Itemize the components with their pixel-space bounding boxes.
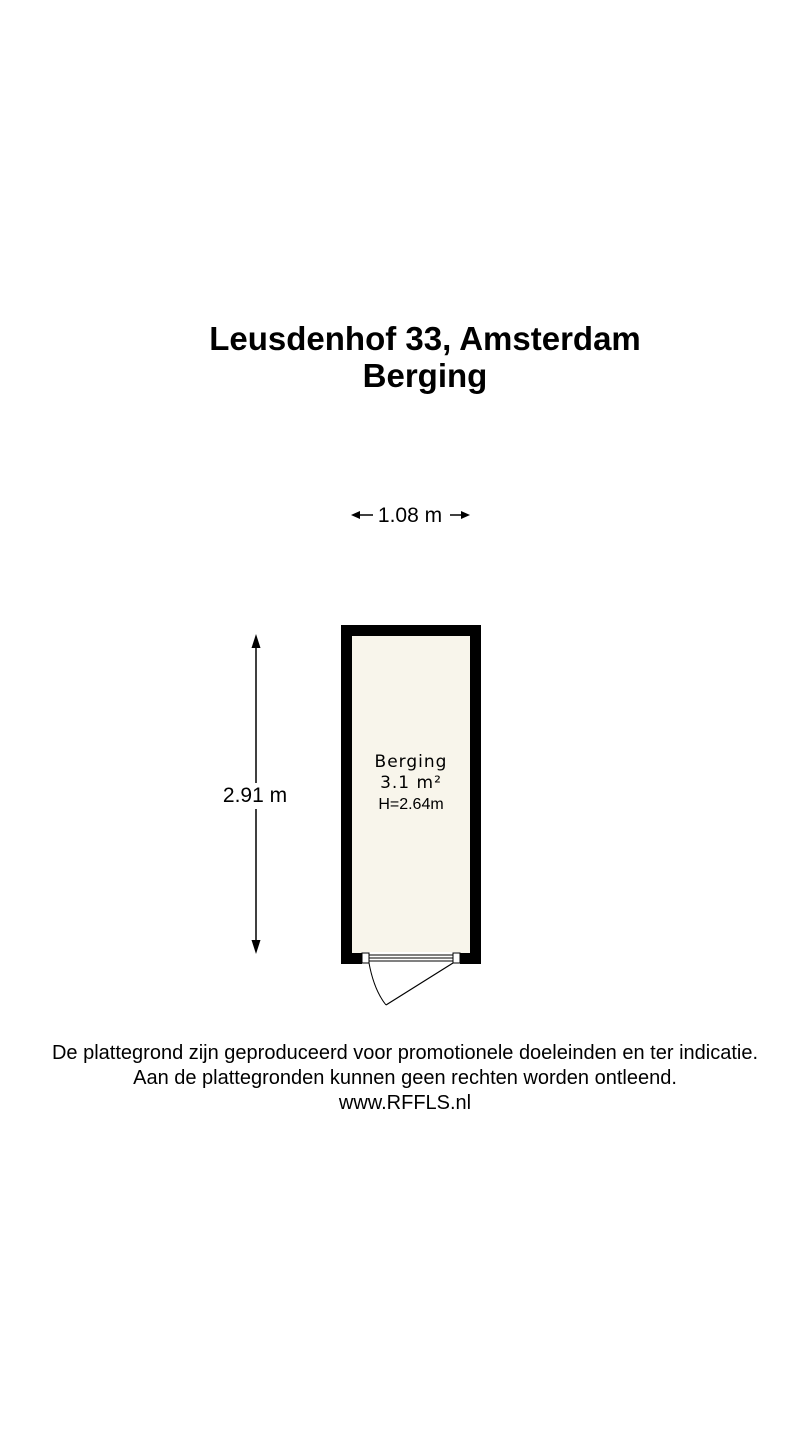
- page-title: Leusdenhof 33, Amsterdam: [209, 320, 641, 357]
- page-subtitle: Berging: [362, 357, 488, 394]
- door-swing-icon: [369, 963, 453, 1005]
- disclaimer: [0, 1041, 810, 1116]
- up-arrow-icon: [252, 634, 261, 648]
- room-label: [352, 752, 470, 815]
- width-dimension-label: 1.08 m: [377, 504, 443, 527]
- down-arrow-icon: [252, 940, 261, 954]
- disclaimer-line-2: Aan de plattegronden kunnen geen rechten worden ontleend.: [133, 1067, 677, 1089]
- height-dimension-label: 2.91 m: [205, 783, 305, 809]
- room-height: H=2.64m: [378, 796, 444, 813]
- door-swing-arc: [369, 963, 386, 1005]
- room-name: Berging: [374, 752, 448, 772]
- door-jamb-right: [453, 953, 460, 963]
- left-arrow-icon: [351, 511, 360, 519]
- right-arrow-icon: [461, 511, 470, 519]
- room-berging: [341, 625, 481, 1005]
- website-link: www.RFFLS.nl: [338, 1092, 472, 1114]
- door-leaf: [386, 963, 453, 1005]
- disclaimer-line-1: De plattegrond zijn geproduceerd voor promotionele doeleinden en ter indicatie.: [51, 1042, 758, 1064]
- door-jamb-left: [362, 953, 369, 963]
- room-area: 3.1 m²: [380, 773, 442, 793]
